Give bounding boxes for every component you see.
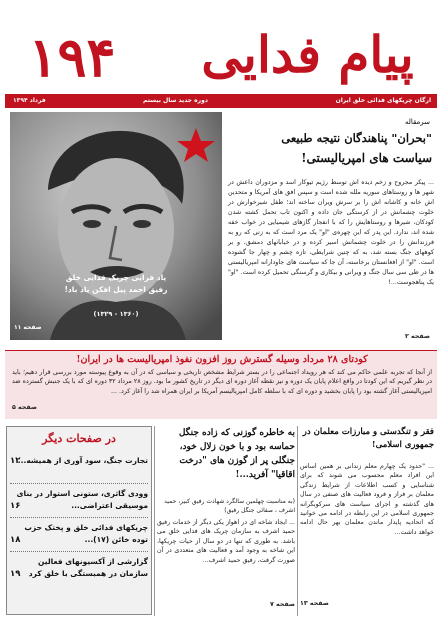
contents-item-text: چریکهای فدائی خلق و پختک حزب توده خائن (۱۷)... <box>24 523 148 544</box>
editorial-subtitle: سیاست های امپریالیستی! <box>301 151 432 165</box>
editorial-title: "بحران" پناهندگان نتیجه طبیعی <box>281 131 432 145</box>
photo-caption <box>12 272 220 296</box>
poem-byline: (به مناسبت چهلمین سالگرد شهادت رفیق کبیر، حمید اشرف ، صفائی جنگل رفیق) <box>164 498 295 514</box>
banner-body: از آنجا که تجربه علمی حاکم می کند که هر رویداد اجتماعی را در بستر شرایط مشخص تاریخی و سیاسی که در آن به وقوع پیوسته مورد بررسی قرار دهیم؛ باید در نظر گیریم که این کودتا در واقع اعلام پایان یک دوره و نیز نقطه آغاز دوره ای دیگر در تاریخ کشور ما بود. روز ۲۸ مرداد ۳۲ دوره ای که با یک جنبش گسترده ضد امپریالیستی آغاز گشته بود را پایان بخشید و دوره ای که با سلطه کامل امپریالیسم آمریکا بر ایران همراه شد را آغاز کرد. ... <box>12 369 433 395</box>
publication-period: دوره جدید سال بیستم <box>143 97 208 104</box>
contents-heading: در صفحات دیگر <box>42 432 116 445</box>
contents-item-text: وودی گاثری، ستونی استوار در بنای موسیقی اعتراضی... <box>16 489 148 510</box>
contents-item-text: تجارت جنگ، سود آوری از همیشه... <box>17 456 148 465</box>
issue-date: فرداد ۱۳۹۴ <box>13 97 46 104</box>
poem-title: به خاطره گوزنی که زاده جنگل حماسه بود و با خون زلال خود، جنگلی پر از گوزن های "درخت اقاقیا" آفرید...! <box>178 428 295 480</box>
contents-item[interactable] <box>10 488 148 512</box>
masthead-info-bar <box>5 94 437 108</box>
poem-body: ... ایجاد شاخه ای در اهواز یکی دیگر از خدمات رفیق حمید اشرف به سازمان چریک های فدایی خلق می باشد. به طوری که تنها در دو سال از حیات چریکها، این شاخه به وجود آمد و فعالیت های متعددی در آن صورت گرفت، رفیق حمید اشرف... <box>157 519 295 564</box>
portrait-illustration <box>10 112 222 340</box>
editorial-kicker: سرمقاله <box>404 118 430 126</box>
contents-item[interactable] <box>10 522 148 546</box>
column-divider <box>154 426 155 616</box>
caption-line-2: رفیق احمد پیل افکن یاد باد! <box>64 285 168 294</box>
martyr-portrait-photo <box>10 112 222 340</box>
newspaper-title: پیام فدایی <box>201 25 414 84</box>
article-body: ... "حدود یک چهارم معلم زندانی بر همین اساس این افراد معلم محسوب می شوند که برای شناسایی و کسب اطلاعات از شرایط زندگی معلمان بر فراز و فرود فعالیت های صنفی در سال های گذشته و اجرای سیاست های سرکوبگرانه جمهوری اسلامی در این رابطه در ادامه می خوانید که اتحادیه پایدار ماندن معلمان بهر حال ادامه خواهد داشت... <box>300 463 434 536</box>
editorial-page-ref: صفحه ۲ <box>404 333 430 340</box>
contents-item-page: ۱۸ <box>10 535 21 545</box>
contents-divider <box>10 517 148 518</box>
poem-page-ref: صفحه ۷ <box>269 601 295 608</box>
column-divider <box>297 426 298 616</box>
editorial-body: ... پیکر مجروح و زخم دیده اش توسط رژیم تیوکار اسد و مزدوران داعش در شهر ها و روستاهای سوریه ملله شده است و سپس افق های آمریکا و متحدین اش خانه و کاشانه اش را بر سرش ویران ساخته اند؛ طفل شیرخوارش در خلوت چشمانش در از کرستگی جان داده و اکنون تاب تحمل کشته شدن کودکان، شیرها و روستاهایش را که با انفجار گازهای شیمیایی در خواب خفه شده اند، ندارد. این پدر که این چهره‌ی "او" یک مرد است که به زنی که رو به فرزندانش را در خلوت چشمانش اسیر کرده و در خیابانهای دمشق، و بر کوههای جنگ بسته شد، به که چنین شرایطی، تازه چشم و چهار جا گشوده است. "او" از افغانستان برخاسته، آن جا که سیاست های جاودارانه امپریالیستی ها در طی سی سال جنگ و ویرانی و بیکاری و گرسنگی تحمیل کرده است. "او" یک پناهجوست...! <box>228 179 434 286</box>
contents-item[interactable] <box>10 556 148 580</box>
issue-number: ۱۹۴ <box>28 25 116 89</box>
photo-dates: (۱۳۶۰ - ۱۳۲۹) <box>93 310 139 318</box>
organization-name: ارگان چریکهای فدائی خلق ایران <box>335 97 431 104</box>
contents-divider <box>10 483 148 484</box>
caption-line-1: یاد فرایی چریک فدایی خلق <box>65 273 167 282</box>
contents-divider <box>10 551 148 552</box>
contents-item-page: ۱۹ <box>10 569 21 579</box>
contents-item-text: گزارشی از آکسیونهای فعالین سازمان در همبستگی با خلق کرد <box>28 557 148 578</box>
contents-item-page: ۱۶ <box>10 501 21 511</box>
article-title: فقر و تنگدستی و مبارزات معلمان در جمهوری اسلامی! <box>302 427 434 450</box>
contents-item[interactable] <box>10 455 148 467</box>
banner-page-ref: صفحه ۵ <box>12 404 38 411</box>
contents-item-page: ۱۲ <box>10 456 21 466</box>
photo-page-ref: صفحه ۱۱ <box>14 324 42 331</box>
banner-headline: کودتای ۲۸ مرداد وسیله گسترش روز افزون نفوذ امپریالیست ها در ایران! <box>76 354 368 365</box>
article-page-ref: صفحه ۱۳ <box>300 600 329 607</box>
